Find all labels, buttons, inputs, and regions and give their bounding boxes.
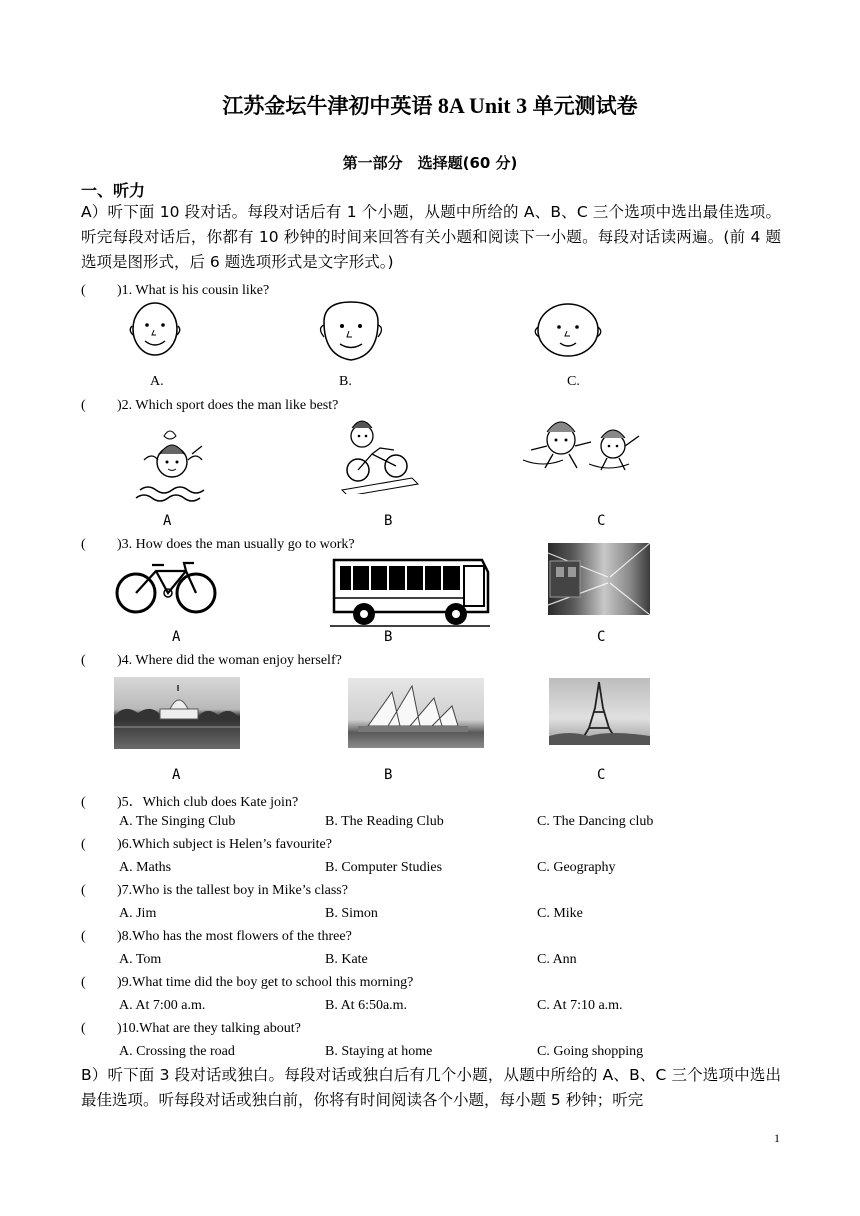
instructions-a: A）听下面 10 段对话。每段对话后有 1 个小题，从题中所给的 A、B、C 三个选项中选出最佳选项。听完每段对话后，你都有 10 秒钟的时间来回答有关小题和阅读下一小题。每段对话读两遍。(前 4 题选项是图形式，后 6 题选项形式是文字形式。) [81,203,781,271]
document-title [0,90,860,120]
option-b: B. Staying at home [325,1044,433,1059]
cycling-mascot-icon [338,414,420,494]
section-heading: 一、听力 [81,181,146,200]
sydney-opera-house-photo [348,678,484,748]
question-text: )9.What time did the boy get to school this morning? [117,975,414,990]
question-7: ( )7.Who is the tallest boy in Mike’s class? [81,883,348,898]
question-text: )5．Which club does Kate join? [117,795,299,810]
option-label: A [172,767,181,783]
instructions-b: B）听下面 3 段对话或独白。每段对话或独白后有几个小题，从题中所给的 A、B、C 三个选项中选出最佳选项。听每段对话或独白前，你将有时间阅读各个小题，每小题 5 秒钟；听完 [81,1066,781,1109]
option-c: C. Mike [537,906,583,921]
question-text: )6.Which subject is Helen’s favourite? [117,837,332,852]
question-text: )1. What is his cousin like? [117,283,270,298]
option-b: B. Kate [325,952,368,967]
option-label: B [384,629,393,645]
option-label: C [597,513,606,529]
option-label: A [163,513,172,529]
gymnastics-mascots-icon [519,416,645,476]
option-b: B. The Reading Club [325,814,444,829]
part-heading: 第一部分 选择题(60 分) [342,154,518,172]
page-number: 1 [774,1131,780,1145]
capitol-building-photo [114,677,240,749]
option-c: C. Going shopping [537,1044,644,1059]
oval-face-icon [531,300,605,360]
question-2: ( )2. Which sport does the man like best? [81,398,339,413]
question-8: ( )8.Who has the most flowers of the three? [81,929,352,944]
question-text: )10.What are they talking about? [117,1021,301,1036]
question-text: )8.Who has the most flowers of the three? [117,929,352,944]
question-6: ( )6.Which subject is Helen’s favourite? [81,837,332,852]
title-unit: 8A Unit 3 [432,93,533,118]
option-label: B [384,513,393,529]
question-5: ( )5．Which club does Kate join? [81,795,299,810]
option-b: B. Simon [325,906,378,921]
subway-station-photo [548,543,650,615]
option-label: B [384,767,393,783]
question-9: ( )9.What time did the boy get to school this morning? [81,975,414,990]
option-label: A. [150,374,164,389]
option-a: A. Crossing the road [119,1044,235,1059]
option-c: C. Ann [537,952,577,967]
question-1: ( )1. What is his cousin like? [81,283,270,298]
title-chinese-prefix: 江苏金坛牛津初中英语 [222,94,433,118]
title-chinese-suffix: 单元测试卷 [532,94,638,118]
option-a: A. The Singing Club [119,814,236,829]
eiffel-tower-photo [549,678,650,745]
bicycle-icon [114,557,218,615]
question-4: ( )4. Where did the woman enjoy herself? [81,653,342,668]
question-3: ( )3. How does the man usually go to work? [81,537,355,552]
option-label: C [597,767,606,783]
bus-icon [330,552,492,630]
swimming-mascot-icon [134,424,214,502]
option-label: A [172,629,181,645]
question-text: )2. Which sport does the man like best? [117,398,339,413]
option-label: C [597,629,606,645]
wide-face-icon [316,300,386,362]
option-b: B. At 6:50a.m. [325,998,408,1013]
option-a: A. At 7:00 a.m. [119,998,206,1013]
option-c: C. The Dancing club [537,814,654,829]
question-10: ( )10.What are they talking about? [81,1021,301,1036]
option-label: C. [567,374,580,389]
option-a: A. Tom [119,952,162,967]
round-face-icon [128,300,182,360]
option-a: A. Maths [119,860,172,875]
option-a: A. Jim [119,906,157,921]
option-label: B. [339,374,352,389]
option-c: C. Geography [537,860,616,875]
option-c: C. At 7:10 a.m. [537,998,623,1013]
question-text: )3. How does the man usually go to work? [117,537,355,552]
option-b: B. Computer Studies [325,860,443,875]
question-text: )7.Who is the tallest boy in Mike’s class? [117,883,348,898]
question-text: )4. Where did the woman enjoy herself? [117,653,342,668]
